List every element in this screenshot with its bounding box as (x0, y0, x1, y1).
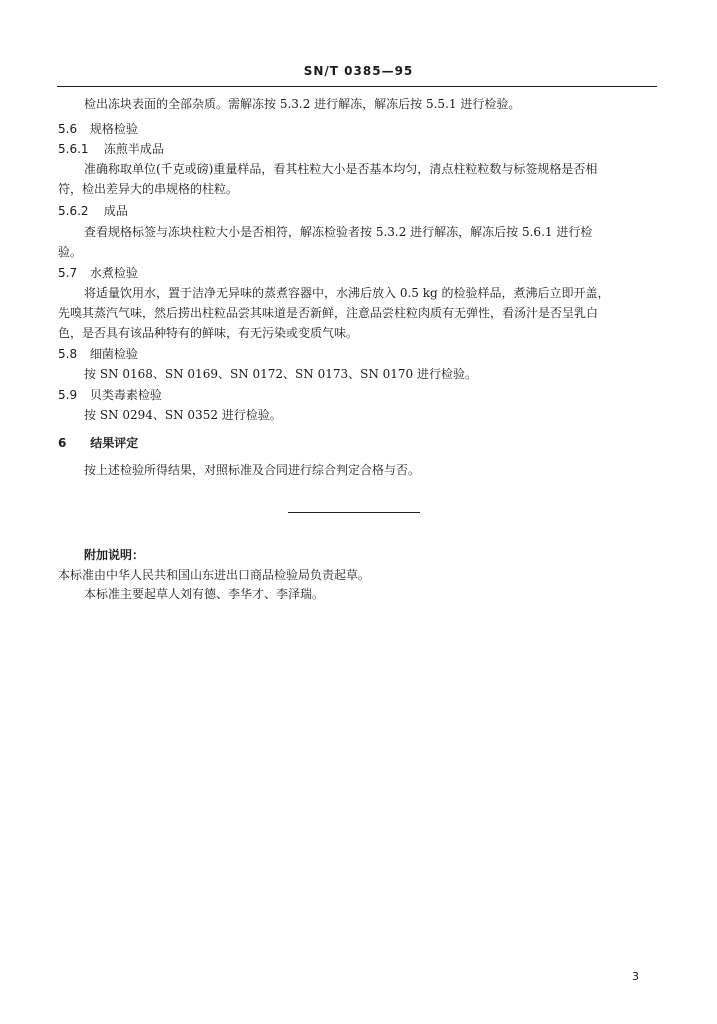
body-line: 将适量饮用水，置于洁净无异味的蒸煮容器中，水沸后放入 0.5 kg 的检验样品，煮沸后立即开盖， (84, 286, 610, 300)
body-line: 验。 (58, 245, 83, 259)
section-5-9-heading (58, 388, 162, 403)
section-5-6-heading (58, 122, 138, 137)
section-title: 水煮检验 (89, 266, 138, 280)
body-line: 符，检出差异大的串规格的柱粒。 (58, 182, 239, 196)
body-line: 按 SN 0294、SN 0352 进行检验。 (84, 408, 282, 422)
appendix-line: 本标准主要起草人刘有德、李华才、李泽瑞。 (84, 587, 325, 601)
header-rule (57, 86, 657, 87)
section-number: 5.9 (58, 388, 78, 402)
body-line: 按上述检验所得结果，对照标准及合同进行综合判定合格与否。 (84, 463, 421, 477)
section-number: 5.6.2 (58, 204, 89, 218)
section-number: 5.6.1 (58, 142, 89, 156)
appendix-title: 附加说明： (84, 548, 145, 562)
section-number: 6 (58, 436, 67, 450)
page-header: SN/T 0385—95 (303, 64, 414, 78)
body-line: 检出冻块表面的全部杂质。需解冻按 5.3.2 进行解冻，解冻后按 5.5.1 进行检验。 (84, 97, 521, 111)
page-number: 3 (632, 970, 639, 983)
section-6-heading (58, 436, 138, 451)
section-5-7-heading (58, 266, 138, 281)
section-5-6-2-heading (58, 204, 128, 219)
section-5-6-1-heading (58, 142, 164, 157)
section-number: 5.6 (58, 122, 78, 136)
section-title: 成品 (103, 204, 128, 218)
body-line: 查看规格标签与冻块柱粒大小是否相符，解冻检验者按 5.3.2 进行解冻，解冻后按 5.6.1 进行检 (84, 225, 593, 239)
section-title: 冻煎半成品 (103, 142, 164, 156)
end-rule (288, 512, 420, 513)
section-title: 规格检验 (89, 122, 138, 136)
section-number: 5.7 (58, 266, 78, 280)
body-line: 先嗅其蒸汽气味，然后捞出柱粒品尝其味道是否新鲜，注意品尝柱粒肉质有无弹性，看汤汁是否呈乳白 (58, 306, 599, 320)
section-title: 贝类毒素检验 (89, 388, 162, 402)
appendix-line: 本标准由中华人民共和国山东进出口商品检验局负责起草。 (58, 568, 371, 582)
section-5-8-heading (58, 347, 138, 362)
body-line: 色，是否具有该品种特有的鲜味，有无污染或变质气味。 (58, 326, 359, 340)
section-title: 细菌检验 (89, 347, 138, 361)
body-line: 准确称取单位(千克或磅)重量样品，看其柱粒大小是否基本均匀，清点柱粒粒数与标签规格是否相 (84, 162, 598, 176)
body-line: 按 SN 0168、SN 0169、SN 0172、SN 0173、SN 0170 进行检验。 (84, 367, 478, 381)
section-number: 5.8 (58, 347, 78, 361)
section-title: 结果评定 (90, 436, 139, 450)
